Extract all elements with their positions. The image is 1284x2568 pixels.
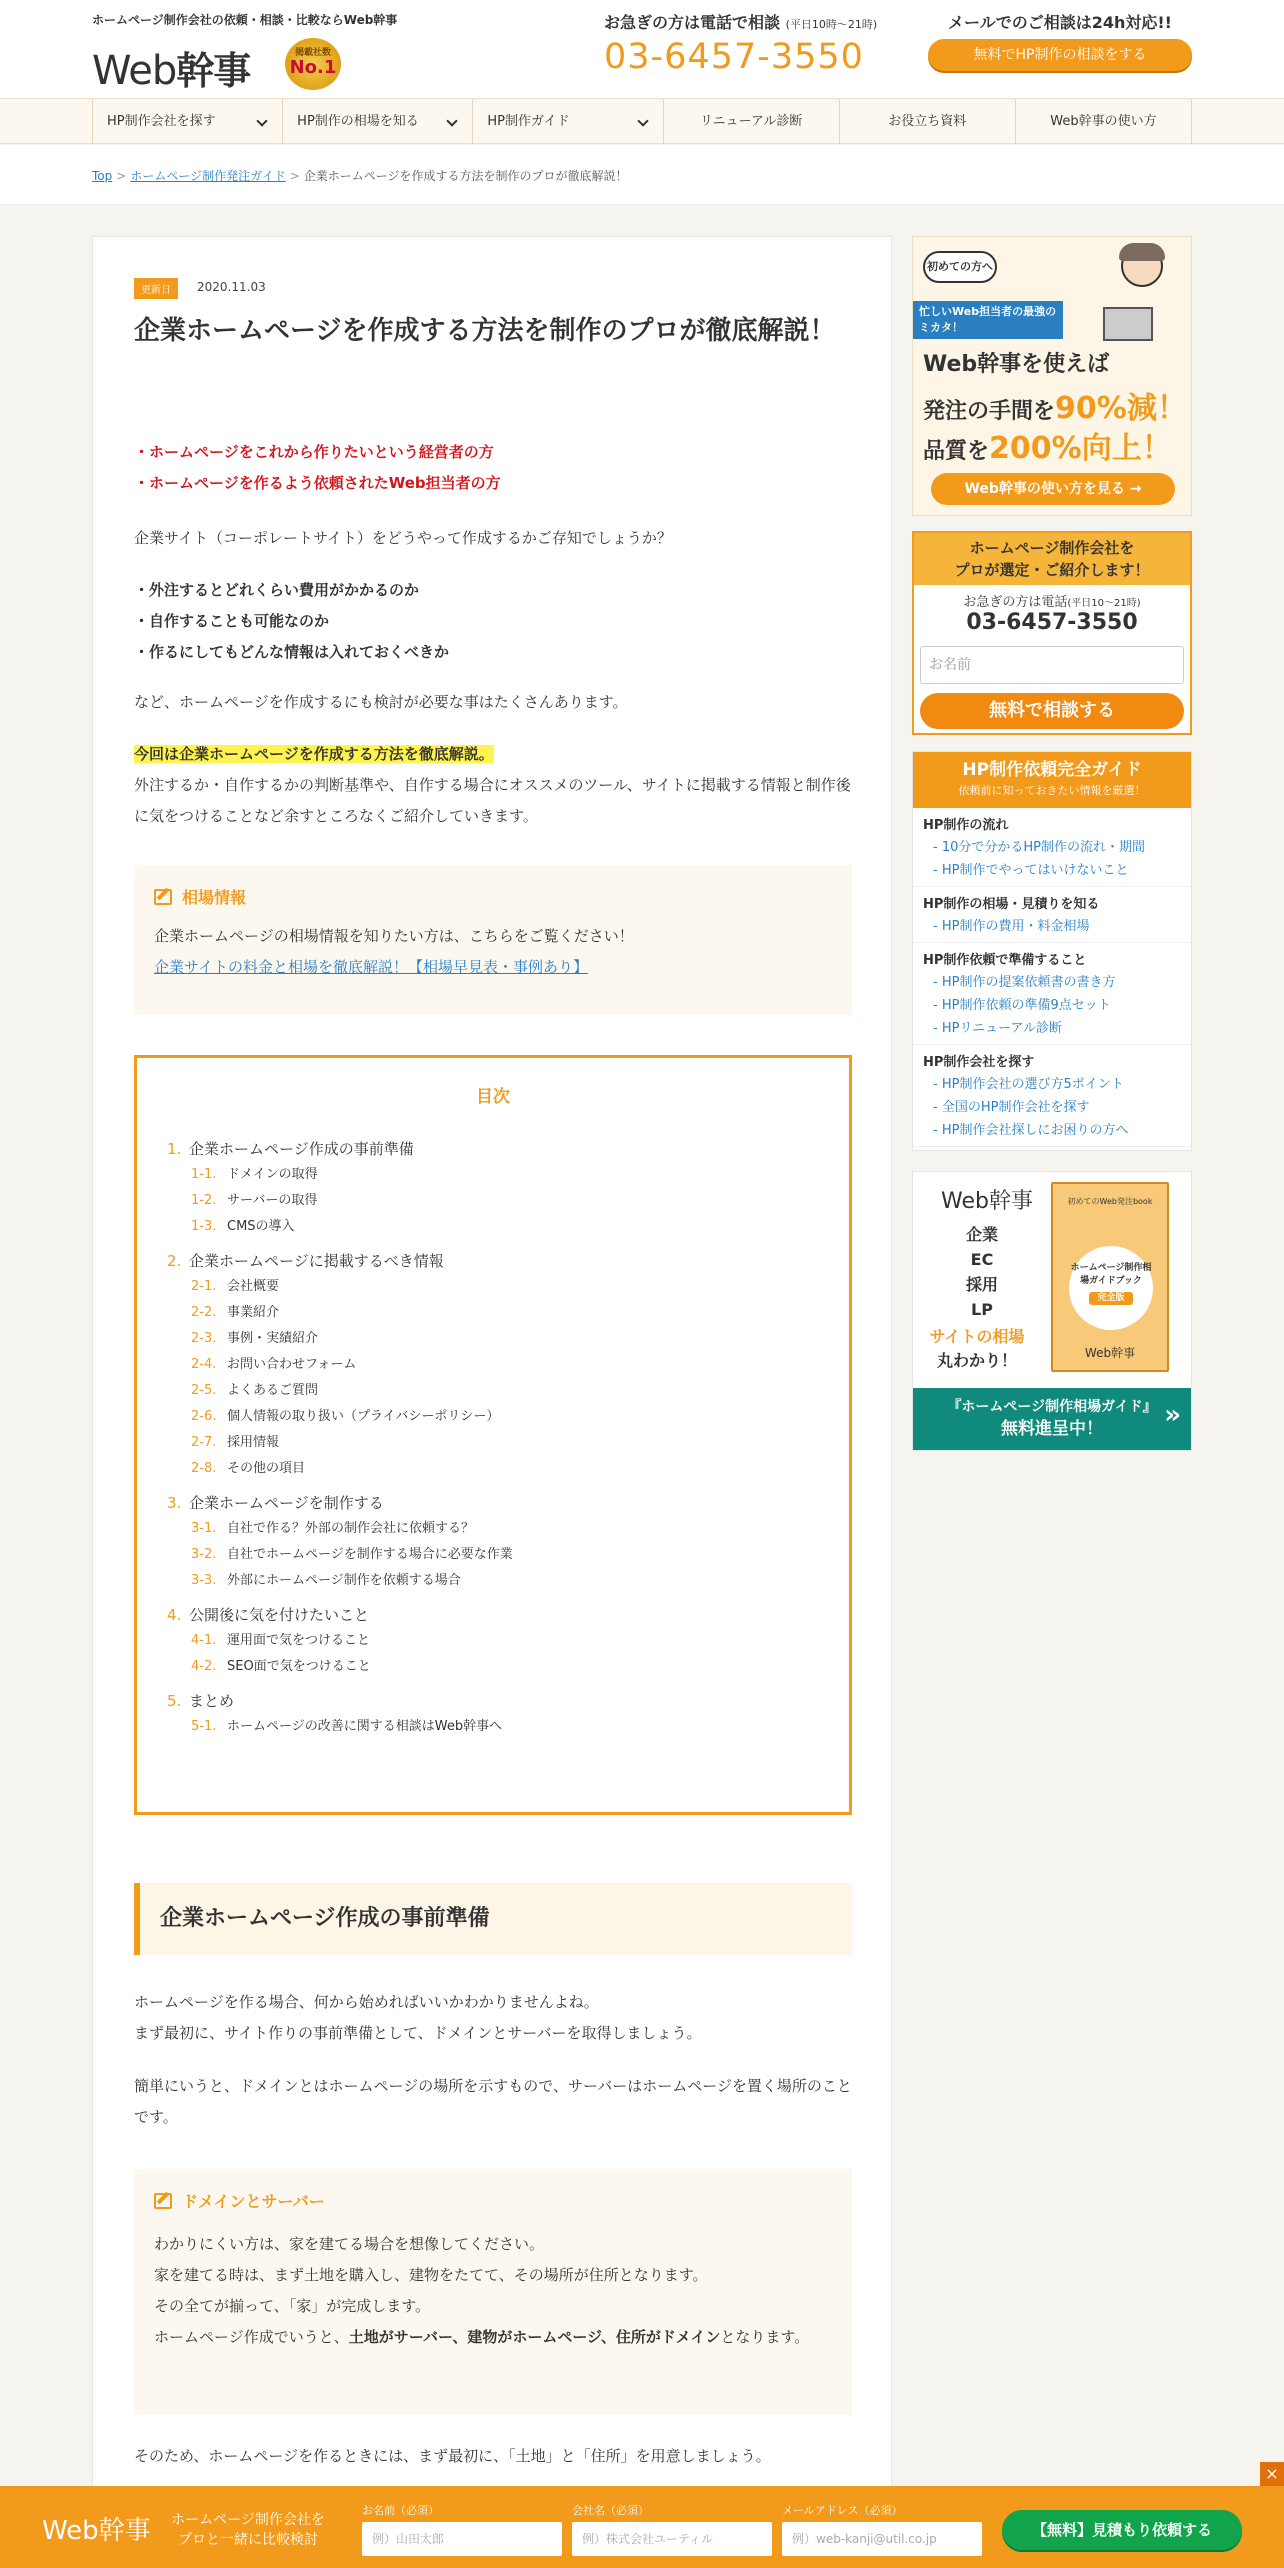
footer-estimate-button[interactable]: 【無料】見積もり依頼する bbox=[1002, 2510, 1242, 2550]
nav-howto[interactable]: Web幹事の使い方 bbox=[1015, 99, 1192, 144]
guide-section bbox=[913, 808, 1191, 887]
site-header bbox=[0, 0, 1284, 98]
nav-guide[interactable]: HP制作ガイド bbox=[472, 99, 662, 144]
guidebook-cta[interactable]: 『ホームページ制作相場ガイド』 無料進呈中！ » bbox=[913, 1388, 1191, 1450]
banner2-logo: Web幹事 bbox=[941, 1189, 1033, 1214]
memo-line: ホームページ作成でいうと、土地がサーバー、建物がホームページ、住所がドメインとなります。 bbox=[154, 2328, 810, 2346]
breadcrumb: Top > ホームページ制作発注ガイド > 企業ホームページを作成する方法を制作のプロが徹底解説！ bbox=[92, 169, 628, 183]
toc-heading[interactable]: 5. まとめ bbox=[167, 1692, 235, 1710]
domain-server-box bbox=[134, 2169, 852, 2415]
guide-link[interactable]: - HP制作会社の選び方5ポイント bbox=[923, 1073, 1181, 1096]
guide-link[interactable]: - 10分で分かるHP制作の流れ・期間 bbox=[923, 836, 1181, 859]
section-heading: 企業ホームページ作成の事前準備 bbox=[134, 1883, 852, 1955]
toc-subitem[interactable]: 1-3. CMSの導入 bbox=[191, 1219, 295, 1234]
banner2-wakari: 丸わかり！ bbox=[936, 1351, 1017, 1370]
memo-text: 企業ホームページの相場情報を知りたい方は、こちらをご覧ください！ bbox=[154, 927, 634, 945]
banner2-souba: サイトの相場 bbox=[929, 1327, 1025, 1346]
footer-logo: Web幹事 bbox=[42, 2516, 151, 2546]
site-logo[interactable] bbox=[92, 38, 352, 92]
toc-subitem[interactable]: 2-5. よくあるご質問 bbox=[191, 1383, 319, 1398]
section-paragraph: そのため、ホームページを作るときには、まず最初に、「土地」と「住所」を用意しましょう。 bbox=[134, 2447, 771, 2465]
footer-name-field: お名前（必須） 例）山田太郎 bbox=[362, 2502, 562, 2556]
toc-heading[interactable]: 4. 公開後に気を付けたいこと bbox=[167, 1606, 370, 1624]
guide-section bbox=[913, 1045, 1191, 1147]
updated-date: 2020.11.03 bbox=[197, 280, 266, 294]
toc-subitem[interactable]: 2-1. 会社概要 bbox=[191, 1279, 280, 1294]
form-heading: ホームページ制作会社を プロが選定・ご紹介します！ bbox=[914, 533, 1190, 585]
footer-company-input[interactable]: 例）株式会社ユーティル bbox=[572, 2522, 772, 2556]
toc-subitem[interactable]: 3-1. 自社で作る？外部の制作会社に依頼する？ bbox=[191, 1521, 475, 1536]
toc-subitem[interactable]: 3-2. 自社でホームページを制作する場合に必要な作業 bbox=[191, 1547, 513, 1562]
toc-heading[interactable]: 2. 企業ホームページに掲載するべき情報 bbox=[167, 1252, 444, 1270]
site-tagline: ホームページ制作会社の依頼・相談・比較ならWeb幹事 bbox=[92, 13, 398, 27]
target-readers: ・ホームページをこれから作りたいという経営者の方 ・ホームページを作るよう依頼されたWeb担当者の方 bbox=[134, 443, 501, 492]
guide-link[interactable]: - 全国のHP制作会社を探す bbox=[923, 1096, 1181, 1119]
chevron-down-icon bbox=[447, 115, 458, 126]
guide-section-title: HP制作会社を探す bbox=[923, 1055, 1035, 1070]
toc-subitem[interactable]: 2-3. 事例・実績紹介 bbox=[191, 1331, 319, 1346]
close-icon[interactable]: × bbox=[1260, 2462, 1284, 2486]
toc-subitem[interactable]: 2-6. 個人情報の取り扱い（プライバシーポリシー） bbox=[191, 1409, 500, 1424]
request-guide bbox=[912, 751, 1192, 1151]
global-nav bbox=[0, 98, 1284, 144]
howto-button[interactable]: Web幹事の使い方を見る → bbox=[931, 473, 1175, 505]
form-tel[interactable]: 03-6457-3550 bbox=[966, 610, 1138, 635]
price-guidebook-banner[interactable] bbox=[912, 1171, 1192, 1451]
edit-icon bbox=[154, 2193, 172, 2209]
edit-icon bbox=[154, 889, 172, 905]
no1-badge: 掲載社数 No.1 bbox=[285, 38, 341, 90]
free-consult-button[interactable]: 無料でHP制作の相談をする bbox=[928, 39, 1192, 71]
guide-link[interactable]: - HP制作の費用・料金相場 bbox=[923, 915, 1181, 938]
logo-text: Web幹事 bbox=[92, 48, 251, 94]
double-chevron-right-icon: » bbox=[1164, 1400, 1181, 1430]
first-visit-tag: 初めての方へ bbox=[923, 251, 997, 283]
memo-line: 家を建てる時は、まず土地を購入し、建物をたてて、その場所が住所となります。 bbox=[154, 2266, 708, 2284]
summary-text: 今回は企業ホームページを作成する方法を徹底解説。 外注するか・自作するかの判断基準や、自作する場合にオススメのツール、サイトに掲載する情報と制作後に気をつけることなど余すところなくご紹介していきます。 bbox=[134, 745, 851, 825]
chevron-down-icon bbox=[637, 115, 648, 126]
guide-section bbox=[913, 943, 1191, 1045]
toc-subitem[interactable]: 1-2. サーバーの取得 bbox=[191, 1193, 318, 1208]
mail-lead: メールでのご相談は24h対応!! bbox=[948, 13, 1172, 32]
article bbox=[92, 236, 892, 2568]
guide-section bbox=[913, 887, 1191, 943]
breadcrumb-top[interactable]: Top bbox=[92, 169, 113, 183]
points-list: ・外注するとどれくらい費用がかかるのか ・自作することも可能なのか ・作るにしてもどんな情報は入れておくべきか bbox=[134, 581, 450, 661]
banner-line-2: 品質を200%向上！ bbox=[923, 431, 1172, 466]
banner-line-1: 発注の手間を90%減！ bbox=[923, 391, 1187, 426]
footer-email-field: メールアドレス（必須） 例）web-kanji@util.co.jp bbox=[782, 2502, 982, 2556]
intro-text: 企業サイト（コーポレートサイト）をどうやって作成するかご存知でしょうか？ bbox=[134, 529, 672, 547]
guide-section-title: HP制作の流れ bbox=[923, 818, 1009, 833]
price-info-box bbox=[134, 865, 852, 1015]
toc-subitem[interactable]: 4-2. SEO面で気をつけること bbox=[191, 1659, 371, 1674]
toc-title: 目次 bbox=[476, 1087, 510, 1107]
table-of-contents bbox=[134, 1055, 852, 1815]
busy-label: 忙しいWeb担当者の最強のミカタ！ bbox=[913, 301, 1063, 339]
site-categories: 企業 EC 採用 LP bbox=[965, 1225, 998, 1319]
breadcrumb-bar bbox=[0, 145, 1284, 205]
toc-subitem[interactable]: 5-1. ホームページの改善に関する相談はWeb幹事へ bbox=[191, 1719, 503, 1734]
consult-submit-button[interactable]: 無料で相談する bbox=[920, 693, 1184, 729]
guide-link[interactable]: - HP制作依頼の準備9点セット bbox=[923, 994, 1181, 1017]
nav-renewal[interactable]: リニューアル診断 bbox=[663, 99, 839, 144]
phone-lead: お急ぎの方は電話で相談 (平日10時〜21時) bbox=[604, 13, 878, 32]
toc-subitem[interactable]: 3-3. 外部にホームページ制作を依頼する場合 bbox=[191, 1573, 461, 1588]
toc-subitem[interactable]: 4-1. 運用面で気をつけること bbox=[191, 1633, 371, 1648]
chevron-down-icon bbox=[257, 115, 268, 126]
guide-heading: HP制作依頼完全ガイド 依頼前に知っておきたい情報を厳選！ bbox=[913, 752, 1191, 808]
guide-link[interactable]: - HP制作の提案依頼書の書き方 bbox=[923, 971, 1181, 994]
toc-subitem[interactable]: 2-4. お問い合わせフォーム bbox=[191, 1357, 357, 1372]
guide-link[interactable]: - HP制作会社探しにお困りの方へ bbox=[923, 1119, 1181, 1142]
memo-title: ドメインとサーバー bbox=[154, 2187, 832, 2217]
toc-heading[interactable]: 3. 企業ホームページを制作する bbox=[167, 1494, 384, 1512]
section-paragraph: 簡単にいうと、ドメインとはホームページの場所を示すもので、サーバーはホームページを置く場所のことです。 bbox=[134, 2077, 852, 2126]
memo-title: 相場情報 bbox=[154, 883, 832, 913]
toc-subitem[interactable]: 2-2. 事業紹介 bbox=[191, 1305, 280, 1320]
phone-contact bbox=[604, 10, 904, 77]
sticky-footer-form bbox=[0, 2464, 1284, 2568]
footer-name-input[interactable]: 例）山田太郎 bbox=[362, 2522, 562, 2556]
guide-link[interactable]: - HP制作でやってはいけないこと bbox=[923, 859, 1181, 882]
article-title: 企業ホームページを作成する方法を制作のプロが徹底解説！ bbox=[134, 316, 836, 346]
footer-email-input[interactable]: 例）web-kanji@util.co.jp bbox=[782, 2522, 982, 2556]
form-tel-lead: お急ぎの方は電話(平日10〜21時) bbox=[963, 595, 1141, 610]
toc-list bbox=[167, 1128, 817, 1740]
updated-badge: 更新日 bbox=[134, 278, 178, 299]
toc-heading[interactable]: 1. 企業ホームページ作成の事前準備 bbox=[167, 1140, 414, 1158]
footer-company-field: 会社名（必須） 例）株式会社ユーティル bbox=[572, 2502, 772, 2556]
guide-section-title: HP制作の相場・見積りを知る bbox=[923, 897, 1100, 912]
phone-number[interactable]: 03-6457-3550 bbox=[604, 37, 864, 77]
memo-line: わかりにくい方は、家を建てる場合を想像してください。 bbox=[154, 2235, 545, 2253]
person-illustration bbox=[1103, 245, 1183, 345]
note-text: など、ホームページを作成するにも検討が必要な事はたくさんあります。 bbox=[134, 693, 628, 711]
mail-contact bbox=[928, 10, 1192, 71]
guide-link[interactable]: - HPリニューアル診断 bbox=[923, 1017, 1181, 1040]
breadcrumb-current: 企業ホームページを作成する方法を制作のプロが徹底解説！ bbox=[303, 169, 628, 183]
toc-subitem[interactable]: 2-7. 採用情報 bbox=[191, 1435, 280, 1450]
nav-find-company[interactable]: HP制作会社を探す bbox=[92, 99, 282, 144]
section-paragraph: ホームページを作る場合、何から始めればいいかわかりませんよね。 まず最初に、サイト作りの事前準備として、ドメインとサーバーを取得しましょう。 bbox=[134, 1993, 702, 2042]
howto-banner[interactable] bbox=[912, 236, 1192, 516]
consult-form bbox=[912, 531, 1192, 735]
footer-lead: ホームページ制作会社を プロと一緒に比較検討 bbox=[171, 2512, 325, 2548]
name-input[interactable]: お名前 bbox=[920, 646, 1184, 684]
price-guide-link[interactable]: 企業サイトの料金と相場を徹底解説！【相場早見表・事例あり】 bbox=[154, 958, 588, 976]
toc-subitem[interactable]: 2-8. その他の項目 bbox=[191, 1461, 306, 1476]
nav-materials[interactable]: お役立ち資料 bbox=[839, 99, 1015, 144]
banner-logo-line: Web幹事を使えば bbox=[923, 352, 1110, 377]
nav-price[interactable]: HP制作の相場を知る bbox=[282, 99, 472, 144]
guide-section-title: HP制作依頼で準備すること bbox=[923, 953, 1087, 968]
memo-line: その全てが揃って、「家」が完成します。 bbox=[154, 2297, 431, 2315]
guidebook-image: 初めてのWeb発注book ホームページ制作相場ガイドブック 完全版 Web幹事 bbox=[1051, 1182, 1169, 1372]
toc-subitem[interactable]: 1-1. ドメインの取得 bbox=[191, 1167, 318, 1182]
breadcrumb-guide[interactable]: ホームページ制作発注ガイド bbox=[130, 169, 286, 183]
